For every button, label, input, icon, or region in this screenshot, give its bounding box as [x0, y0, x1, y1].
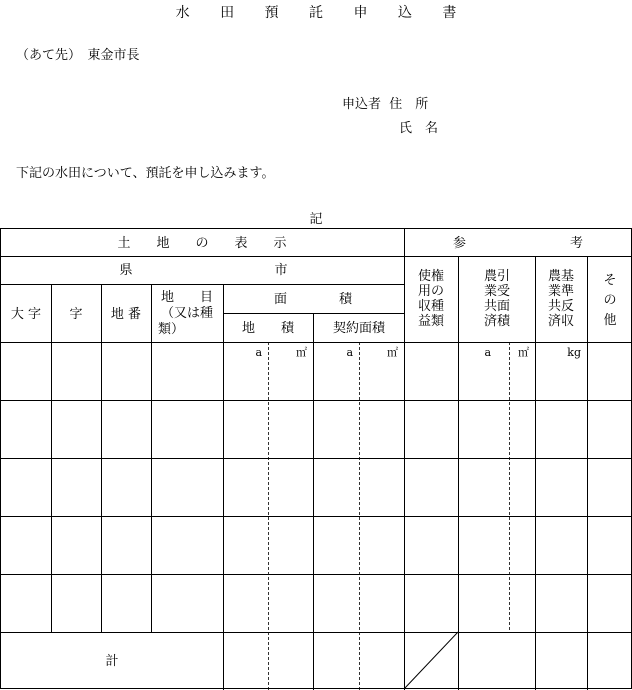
- aza-header: 字: [69, 307, 83, 322]
- addressee: （あて先） 東金市長: [16, 48, 140, 63]
- unit-hikiuke-a: a: [484, 346, 491, 359]
- kijun-header-line3: 共反: [547, 299, 575, 314]
- chimoku-header-line3: 類）: [158, 322, 185, 337]
- total-label: 計: [105, 654, 119, 669]
- hikiuke-header-line3: 共面: [483, 299, 511, 314]
- kijun-header-line2: 業準: [547, 284, 575, 299]
- land-display-header: 土 地 の 表 示: [117, 236, 287, 251]
- ken-label: 県: [119, 263, 133, 278]
- name-label: 氏 名: [399, 121, 439, 136]
- ooaza-header: 大 字: [10, 307, 42, 322]
- kijun-header-line1: 農基: [547, 269, 575, 284]
- unit-keiyaku-a: a: [346, 346, 353, 359]
- chiseki-header: 地 積: [241, 321, 295, 336]
- reference-header: 参 考: [452, 236, 584, 251]
- chimoku-header-line2: （又は種: [160, 306, 214, 321]
- intro-text: 下記の水田について、預託を申し込みます。: [16, 166, 275, 181]
- applicant-label: 申込者: [342, 97, 382, 112]
- kijun-header-line4: 済収: [547, 314, 575, 329]
- hikiuke-header-line4: 済積: [483, 314, 511, 329]
- sonota-header-line2: の: [603, 293, 617, 308]
- document-title: 水 田 預 託 申 込 書: [175, 5, 470, 21]
- unit-hikiuke-m2: ㎡: [518, 346, 529, 359]
- shiyou-header-line2: 用の: [417, 284, 445, 299]
- shiyou-header-line3: 収種: [417, 299, 445, 314]
- keiyaku-menseki-header: 契約面積: [332, 321, 386, 336]
- chiban-header: 地 番: [110, 307, 142, 322]
- shiyou-header-line1: 使権: [417, 269, 445, 284]
- hikiuke-header-line1: 農引: [483, 269, 511, 284]
- chimoku-header-line1: 地 目: [160, 290, 214, 305]
- unit-keiyaku-m2: ㎡: [387, 346, 398, 359]
- sonota-header-line1: そ: [603, 273, 617, 288]
- sonota-header-line3: 他: [603, 313, 617, 328]
- ki-heading: 記: [309, 212, 323, 227]
- menseki-header: 面 積: [273, 292, 353, 307]
- address-label: 住 所: [389, 97, 429, 112]
- hikiuke-header-line2: 業受: [483, 284, 511, 299]
- unit-kijun-kg: kg: [567, 346, 581, 359]
- unit-chiseki-a: a: [255, 346, 262, 359]
- shiyou-header-line4: 益類: [417, 314, 445, 329]
- shi-label: 市: [274, 263, 288, 278]
- unit-chiseki-m2: ㎡: [296, 346, 307, 359]
